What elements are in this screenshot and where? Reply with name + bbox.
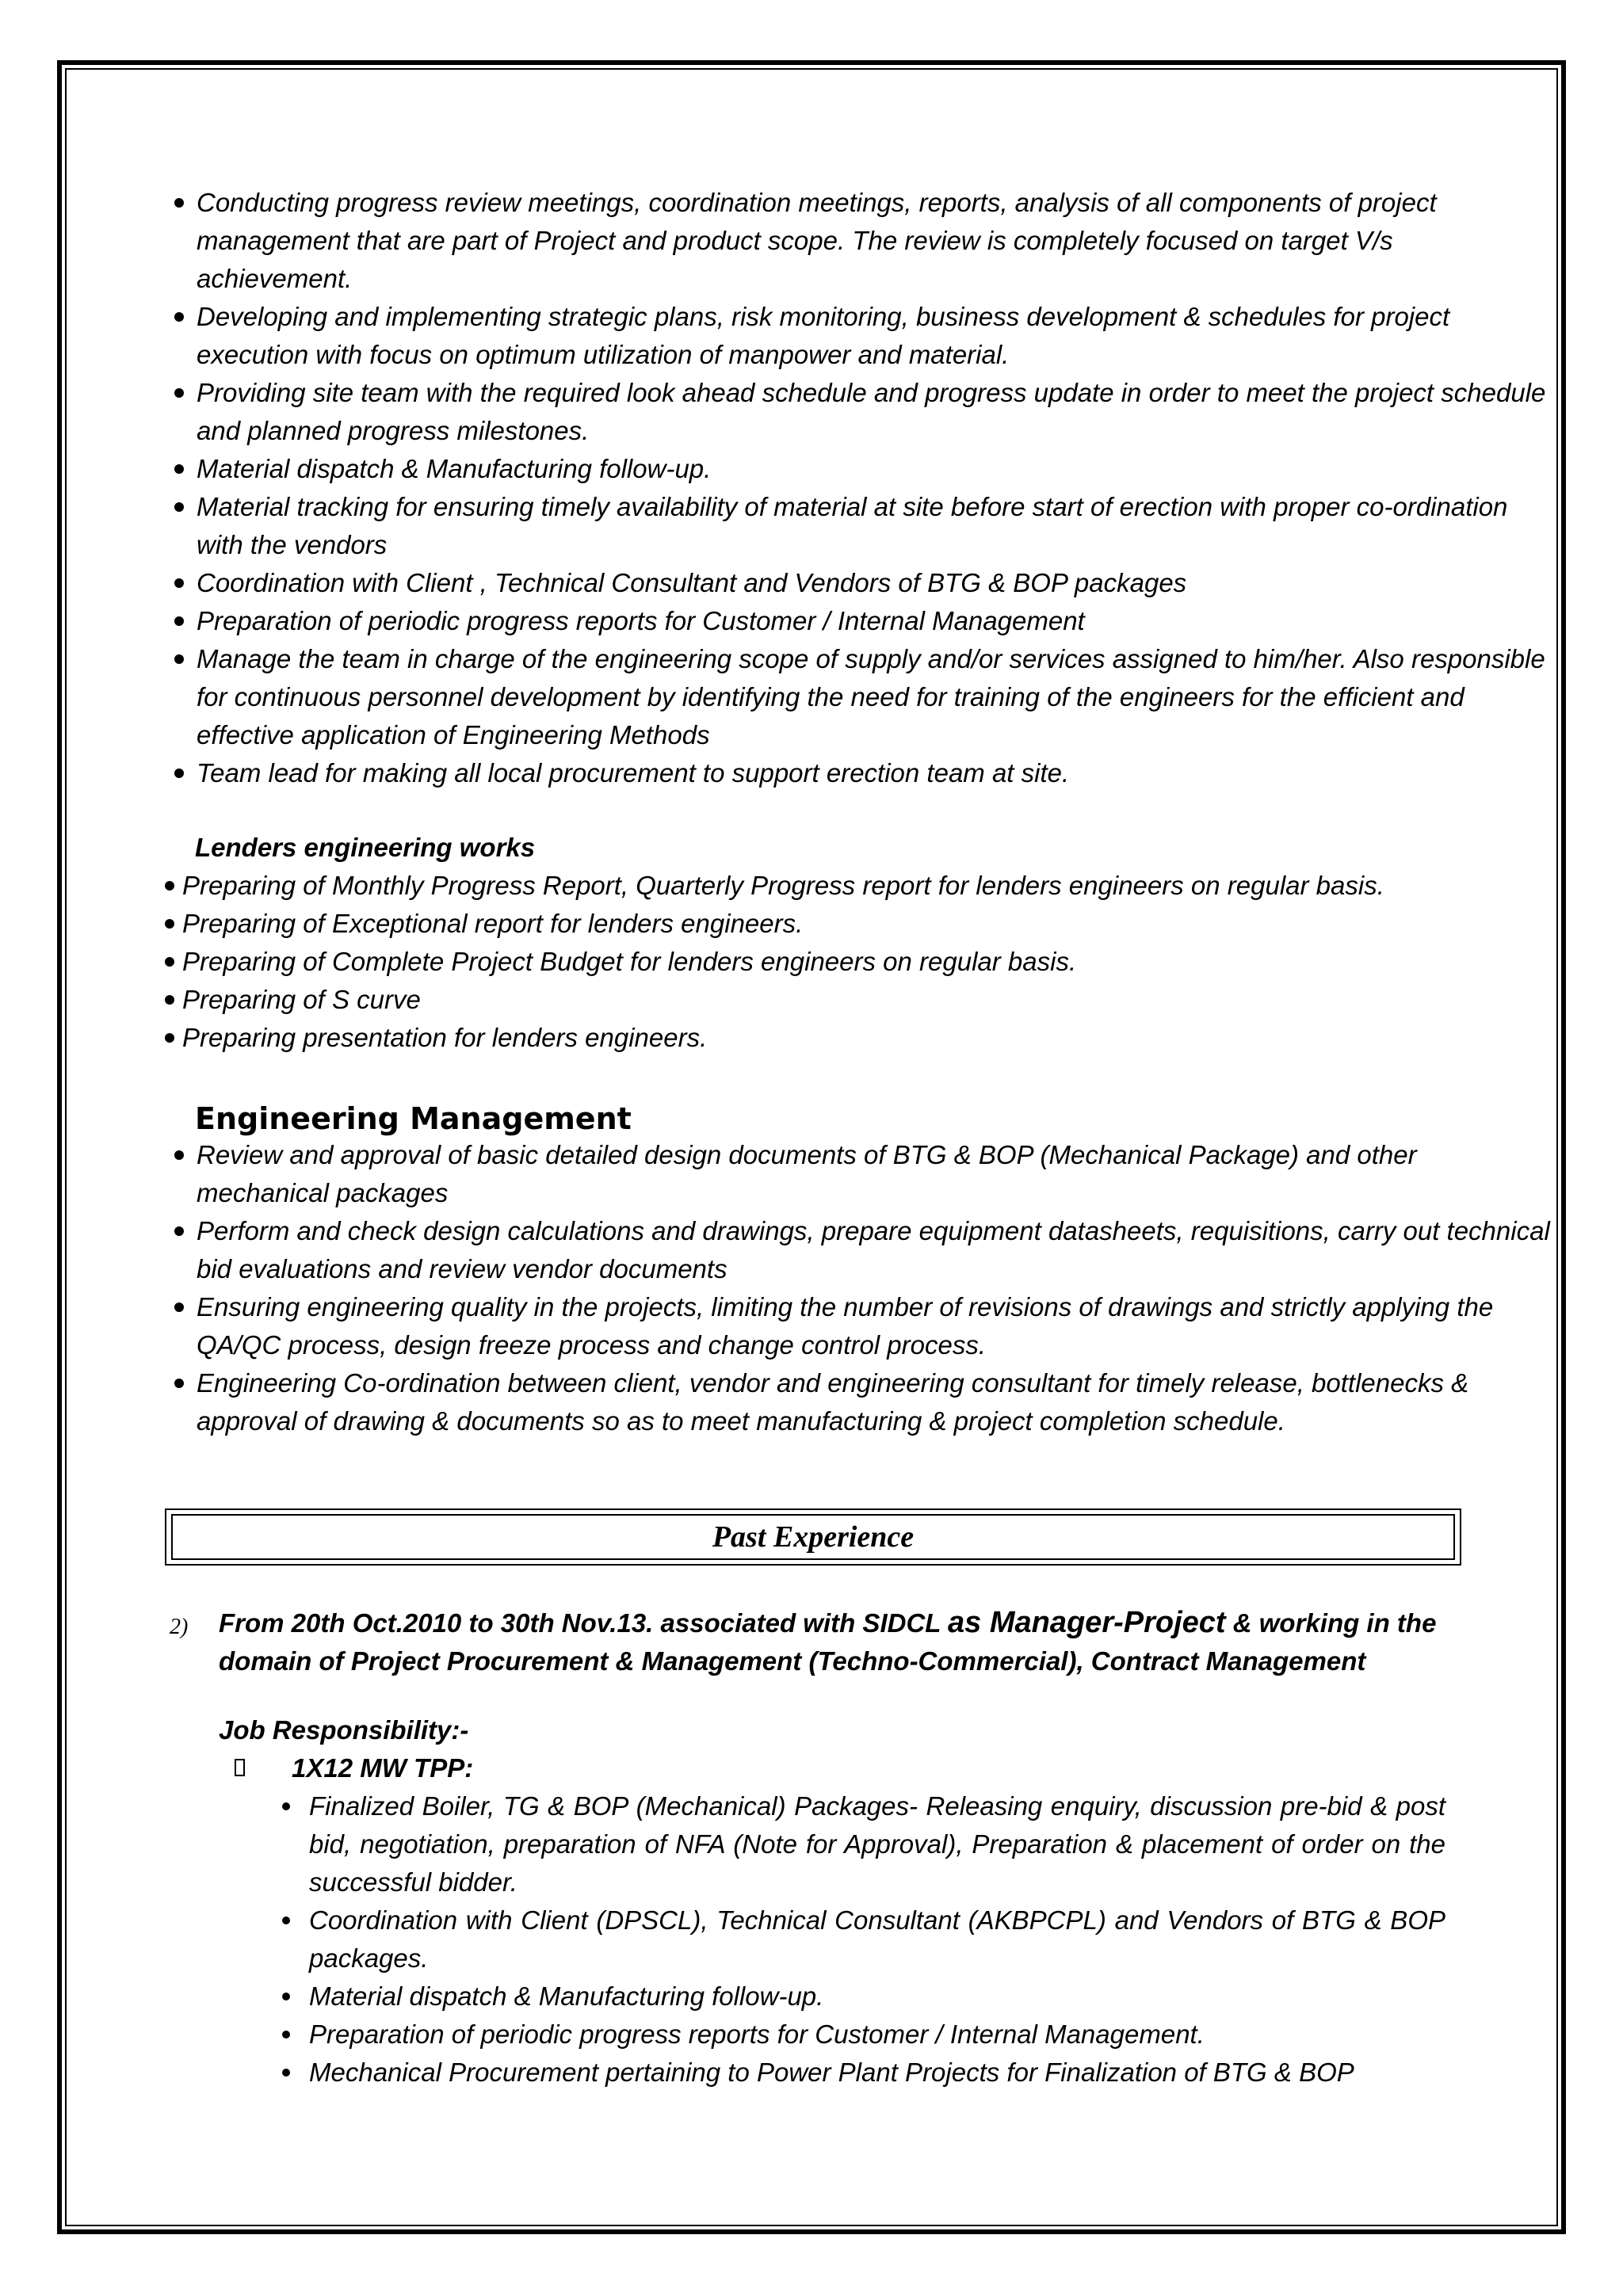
experience-entry: From 20th Oct.2010 to 30th Nov.13. associated with SIDCL as Manager-Project & working in the domain of Project Procurement & Management (Techno-Commercial), Contract Management	[219, 1606, 1437, 1676]
bullet-icon	[282, 1802, 290, 1810]
list-item: Preparing of Complete Project Budget for lenders engineers on regular basis.	[165, 943, 1544, 981]
lenders-list	[165, 867, 1544, 1057]
bullet-icon	[165, 881, 174, 891]
bullet-icon	[282, 2031, 290, 2039]
bullet-icon	[174, 198, 184, 208]
list-item: Providing site team with the required look ahead schedule and progress update in order to meet the project schedule and planned progress milestones.	[174, 374, 1553, 450]
checkbox-glyph-icon	[235, 1759, 245, 1776]
list-item: Perform and check design calculations and drawings, prepare equipment datasheets, requisitions, carry out technical bid evaluations and review vendor documents	[174, 1212, 1553, 1288]
job-responsibility-label: Job Responsibility:-	[219, 1715, 469, 1745]
list-item: Material dispatch & Manufacturing follow-up.	[174, 450, 1553, 488]
past-experience-box-inner	[171, 1514, 1455, 1560]
list-item: Coordination with Client (DPSCL), Technical Consultant (AKBPCPL) and Vendors of BTG & BOP packages.	[282, 1901, 1445, 1978]
list-item: Preparation of periodic progress reports for Customer / Internal Management	[174, 602, 1553, 640]
bullet-icon	[174, 1226, 184, 1236]
list-item: Material tracking for ensuring timely availability of material at site before start of erection with proper co-ordination with the vendors	[174, 488, 1553, 564]
list-item: Review and approval of basic detailed design documents of BTG & BOP (Mechanical Package) and other mechanical packages	[174, 1136, 1553, 1212]
list-item: Preparation of periodic progress reports for Customer / Internal Management.	[282, 2016, 1445, 2054]
bullet-icon	[174, 502, 184, 512]
bullet-icon	[282, 1993, 290, 2000]
responsibilities-list	[174, 184, 1553, 792]
list-item: Material dispatch & Manufacturing follow-up.	[282, 1978, 1445, 2016]
list-item: Mechanical Procurement pertaining to Power Plant Projects for Finalization of BTG & BOP	[282, 2054, 1445, 2092]
list-item: Finalized Boiler, TG & BOP (Mechanical) Packages- Releasing enquiry, discussion pre-bid & post bid, negotiation, preparation of NFA (Note for Approval), Preparation & placement of order on the successful bidder.	[282, 1787, 1445, 1901]
bullet-icon	[165, 995, 174, 1005]
bullet-icon	[165, 919, 174, 929]
list-item: Engineering Co-ordination between client, vendor and engineering consultant for timely release, bottlenecks & approval of drawing & documents so as to meet manufacturing & project completion schedule.	[174, 1364, 1553, 1440]
bullet-icon	[174, 654, 184, 664]
engineering-list	[174, 1136, 1553, 1440]
list-item: Preparing presentation for lenders engineers.	[165, 1019, 1544, 1057]
list-item: Manage the team in charge of the engineering scope of supply and/or services assigned to him/her. Also responsible for continuous personnel development by identifying the need for training of the engineers for the efficient and effective application of Engineering Methods	[174, 640, 1553, 754]
list-item: Preparing of S curve	[165, 981, 1544, 1019]
bullet-icon	[174, 312, 184, 322]
experience-list	[282, 1787, 1445, 2092]
entry-number: 2)	[170, 1615, 189, 1639]
responsibilities-section	[174, 184, 1553, 792]
bullet-icon	[174, 464, 184, 474]
bullet-icon	[174, 578, 184, 588]
bullet-icon	[165, 957, 174, 967]
project-label: 1X12 MW TPP:	[292, 1753, 474, 1783]
list-item: Developing and implementing strategic plans, risk monitoring, business development & schedules for project execution with focus on optimum utilization of manpower and material.	[174, 298, 1553, 374]
bullet-icon	[165, 1033, 174, 1043]
bullet-icon	[174, 388, 184, 398]
bullet-icon	[174, 769, 184, 778]
bullet-icon	[174, 616, 184, 626]
lenders-section	[165, 867, 1544, 1057]
list-item: Conducting progress review meetings, coordination meetings, reports, analysis of all components of project management that are part of Project and product scope. The review is completely focused on target V/s achievement.	[174, 184, 1553, 298]
experience-responsibilities	[282, 1787, 1445, 2092]
entry-role: as Manager-Project	[948, 1606, 1226, 1639]
engineering-section	[174, 1136, 1553, 1440]
bullet-icon	[282, 2069, 290, 2077]
lenders-heading: Lenders engineering works	[195, 833, 536, 862]
bullet-icon	[174, 1379, 184, 1388]
bullet-icon	[174, 1302, 184, 1312]
bullet-icon	[174, 1150, 184, 1160]
list-item: Coordination with Client , Technical Consultant and Vendors of BTG & BOP packages	[174, 564, 1553, 602]
list-item: Preparing of Monthly Progress Report, Quarterly Progress report for lenders engineers on regular basis.	[165, 867, 1544, 905]
list-item: Ensuring engineering quality in the projects, limiting the number of revisions of drawings and strictly applying the QA/QC process, design freeze process and change control process.	[174, 1288, 1553, 1364]
bullet-icon	[282, 1917, 290, 1924]
list-item: Team lead for making all local procurement to support erection team at site.	[174, 754, 1553, 792]
list-item: Preparing of Exceptional report for lenders engineers.	[165, 905, 1544, 943]
engineering-heading: Engineering Management	[195, 1101, 632, 1136]
past-experience-title: Past Experience	[712, 1520, 915, 1554]
